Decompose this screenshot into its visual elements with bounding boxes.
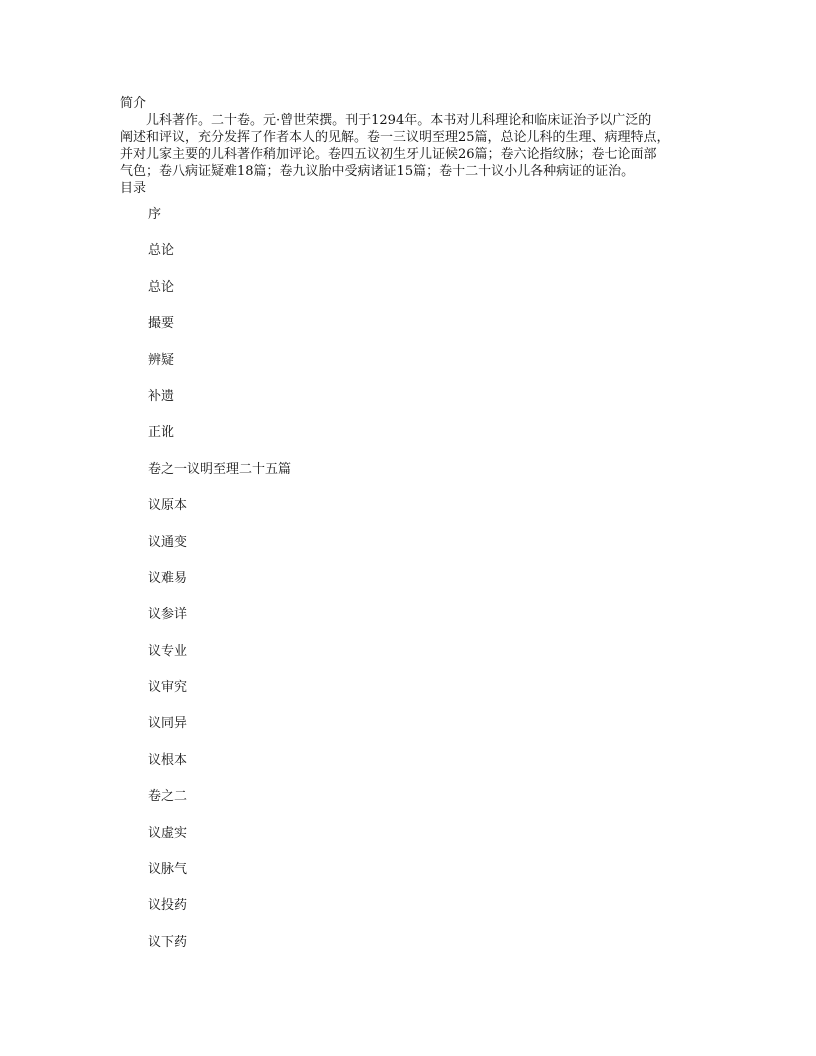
- toc-item[interactable]: 议脉气: [148, 862, 188, 878]
- intro-line: 阐述和评议，充分发挥了作者本人的见解。卷一三议明至理25篇，总论儿科的生理、病理特点，: [120, 130, 670, 145]
- intro-line: 并对儿家主要的儿科著作稍加评论。卷四五议初生牙儿证候26篇；卷六论指纹脉；卷七论面部: [120, 147, 657, 162]
- toc-item[interactable]: 撮要: [148, 316, 175, 332]
- toc-item[interactable]: 总论: [148, 243, 175, 259]
- toc-item[interactable]: 总论: [148, 279, 175, 295]
- toc-item[interactable]: 议通变: [148, 534, 188, 550]
- toc-item[interactable]: 议投药: [148, 898, 188, 914]
- toc-item[interactable]: 议原本: [148, 498, 188, 514]
- toc-item[interactable]: 补遗: [148, 388, 175, 404]
- toc-item[interactable]: 正讹: [148, 425, 175, 441]
- toc-item[interactable]: 卷之二: [148, 789, 188, 805]
- toc-item[interactable]: 议审究: [148, 680, 188, 696]
- toc-item[interactable]: 议同异: [148, 716, 188, 732]
- intro-line: 儿科著作。二十卷。元·曾世荣撰。刊于1294年。本书对儿科理论和临床证治予以广泛的: [146, 113, 652, 128]
- toc-item[interactable]: 议虚实: [148, 825, 188, 841]
- toc-item[interactable]: 议根本: [148, 752, 188, 768]
- intro-heading: 简介: [120, 96, 147, 111]
- toc-item[interactable]: 议下药: [148, 934, 188, 950]
- toc-item[interactable]: 辨疑: [148, 352, 175, 368]
- intro-line: 气色；卷八病证疑难18篇；卷九议胎中受病诸证15篇；卷十二十议小儿各种病证的证治。: [120, 164, 635, 179]
- toc-heading: 目录: [120, 181, 147, 196]
- toc-item[interactable]: 议难易: [148, 570, 188, 586]
- toc-item[interactable]: 序: [148, 207, 162, 222]
- toc-list: [148, 206, 291, 970]
- toc-item[interactable]: 议参详: [148, 607, 188, 623]
- intro-paragraph: [120, 112, 710, 180]
- toc-item[interactable]: 议专业: [148, 643, 188, 659]
- toc-item[interactable]: 卷之一议明至理二十五篇: [148, 461, 292, 477]
